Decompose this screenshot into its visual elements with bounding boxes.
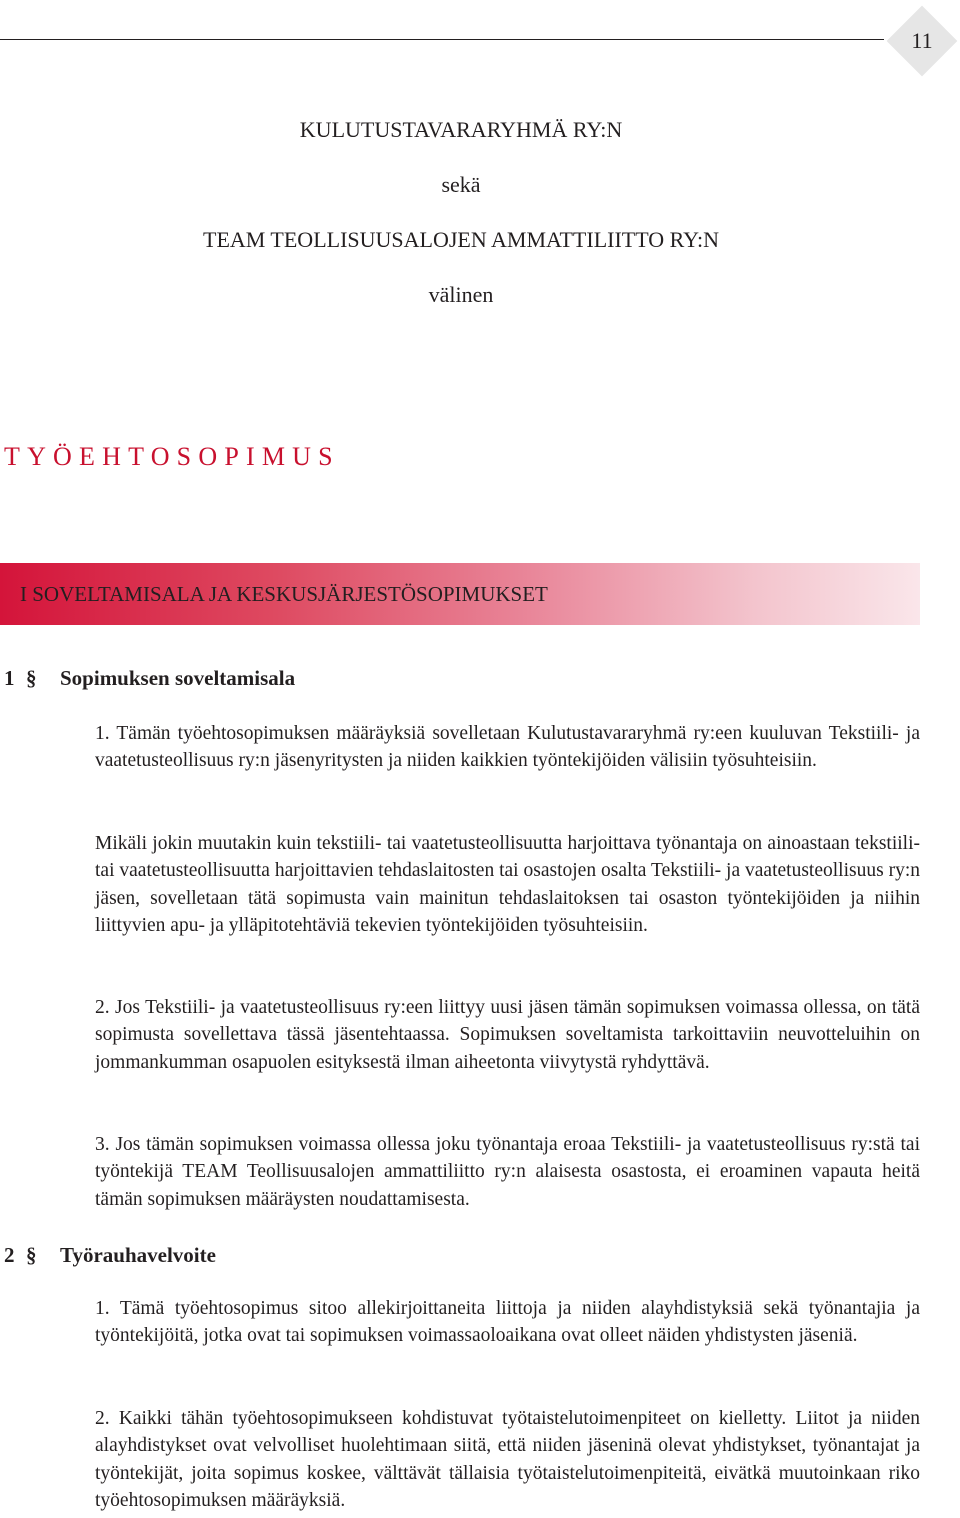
header-rule	[0, 39, 884, 40]
party-union: TEAM TEOLLISUUSALOJEN AMMATTILIITTO RY:N	[203, 227, 719, 252]
section-2-paragraph-1: 1. Tämä työehtosopimus sitoo allekirjoittaneita liittoja ja niiden alayhdistyksiä sekä työnantajia ja työntekijöitä, jotka ovat tai sopimuksen voimassaoloaikana ovat olleet näiden yhdistysten jäseniä.	[95, 1298, 920, 1347]
section-2-heading	[4, 1242, 216, 1268]
section-1-paragraph-2: Mikäli jokin muutakin kuin tekstiili- tai vaatetusteollisuutta harjoittava työnantaja on ainoastaan tekstiili- tai vaatetusteollisuutta harjoittavien tehdaslaitosten tai osastojen osalta Tekstiili- ja vaatetusteollisuus ry:n jäsen, sovelletaan tätä sopimusta vain mainitun tehdaslaitoksen tai osaston työntekijöiden ja niihin liittyvien apu- ja ylläpitotehtäviä tekevien työntekijöiden työsuhteisiin.	[95, 833, 920, 936]
party-between: välinen	[428, 282, 494, 307]
section-1-paragraph-3: 2. Jos Tekstiili- ja vaatetusteollisuus ry:een liittyy uusi jäsen tämän sopimuksen voimassa ollessa, on tätä sopimusta sovellettava tässä jäsentehtaassa. Sopimuksen soveltamista tarkoittaviin neuvotteluihin on jommankumman osapuolen esityksestä ilman aiheetonta viivytystä ryhdyttävä.	[95, 997, 920, 1073]
page-number: 11	[911, 28, 933, 53]
section-1-paragraph-4: 3. Jos tämän sopimuksen voimassa ollessa joku työnantaja eroaa Tekstiili- ja vaatetusteollisuus ry:stä tai työntekijä TEAM Teollisuusalojen ammattiliitto ry:n alaisesta osastosta, ei eroaminen vapauta heitä tämän sopimuksen määräysten noudattamisesta.	[95, 1134, 920, 1210]
section-1-title: Sopimuksen soveltamisala	[60, 666, 296, 690]
section-sign-icon: §	[26, 1243, 37, 1267]
page-number-badge	[886, 5, 958, 77]
section-1-heading	[4, 665, 295, 691]
section-2-paragraph-2: 2. Kaikki tähän työehtosopimukseen kohdistuvat työtaistelutoimenpiteet on kielletty. Liitot ja niiden alayhdistykset ovat velvolliset huolehtimaan siitä, että niiden jäseninä olevat yhdistykset, työnantajat ja työntekijät, joita sopimus koskee, välttävät tällaisia työtaistelutoimenpiteitä, eivätkä muutoinkaan riko työehtosopimuksen määräyksiä.	[95, 1408, 920, 1511]
chapter-heading: I SOVELTAMISALA JA KESKUSJÄRJESTÖSOPIMUKSET	[20, 582, 548, 606]
party-employer: KULUTUSTAVARARYHMÄ RY:N	[299, 117, 623, 142]
party-conjunction: sekä	[441, 172, 481, 197]
section-1-paragraph-1: 1. Tämän työehtosopimuksen määräyksiä sovelletaan Kulutustavararyhmä ry:een kuuluvan Tekstiili- ja vaatetusteollisuus ry:n jäsenyritysten ja niiden kaikkien työntekijöiden välisiin työsuhteisiin.	[95, 723, 920, 772]
section-1-number: 1	[4, 666, 15, 690]
chapter-band	[0, 563, 920, 625]
section-sign-icon: §	[26, 666, 37, 690]
section-2-number: 2	[4, 1243, 15, 1267]
document-title: TYÖEHTOSOPIMUS	[4, 442, 340, 471]
section-2-title: Työrauhavelvoite	[60, 1243, 216, 1267]
